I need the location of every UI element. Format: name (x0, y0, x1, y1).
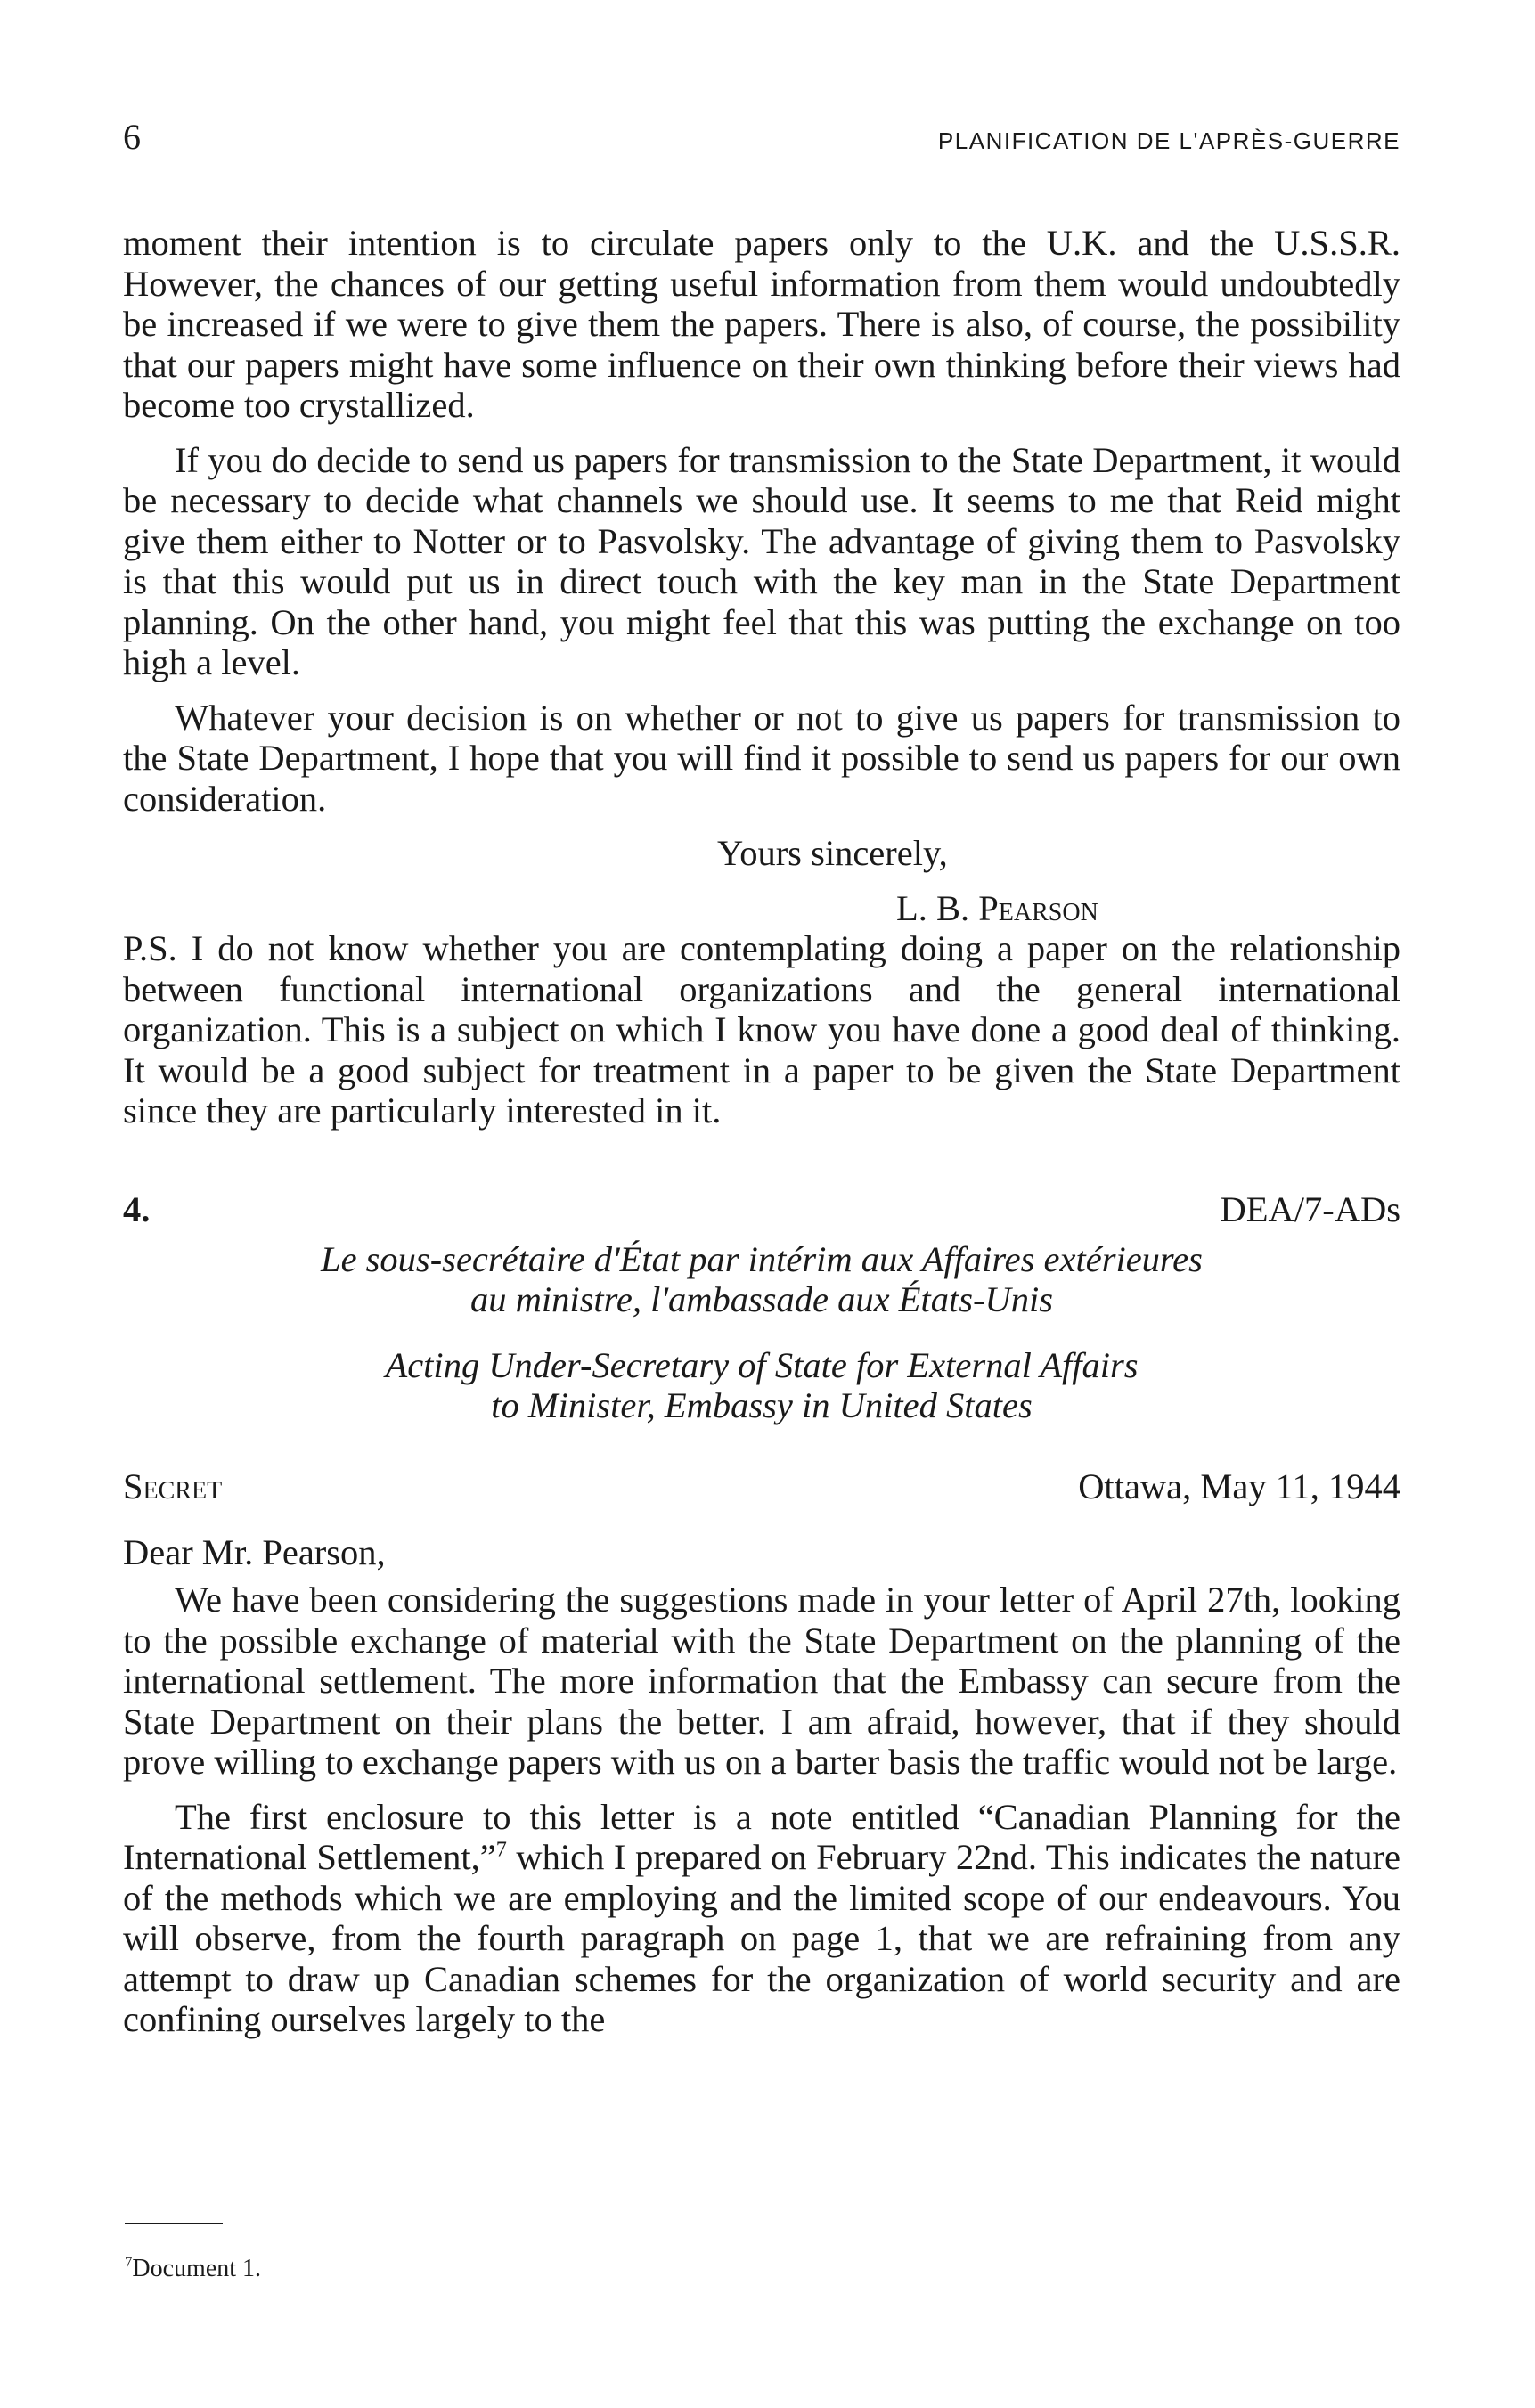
signature-name: Pearson (978, 887, 1098, 928)
letter-paragraph-2: If you do decide to send us papers for transmission to the State Department, it would be necessary to decide what channels we should use. It seems to me that Reid might give them either to Notter or to Pasvolsky. The advantage of giving them to Pasvolsky is that this would put us in direct touch with the key man in the State Department planning. On the other hand, you might feel that this was putting the exchange on too high a level. (123, 439, 1400, 682)
paragraph-text-before-note: The first enclosure to this letter is a note entitled “Canadian Planning for the International Settlement,” (123, 1796, 1400, 1877)
postscript: P.S. I do not know whether you are contemplating doing a paper on the relationship between functional international organizations and the general international organization. This is a subject on which I know you have done a good deal of thinking. It would be a good subject for treatment in a paper to be given the State Department since they are particularly interested in it. (123, 928, 1400, 1131)
document-heading (123, 1239, 1400, 1426)
document-header (123, 1188, 1400, 1230)
document-reference: DEA/7-ADs (1220, 1188, 1400, 1229)
footnote-marker: 7 (125, 2253, 133, 2271)
heading-english-line-1: Acting Under-Secretary of State for External Affairs (385, 1344, 1139, 1385)
document-number: 4. (123, 1188, 151, 1229)
classification: Secret (123, 1465, 223, 1506)
letter-closing: Yours sincerely, (717, 833, 948, 873)
signature-initials: L. B. (896, 887, 979, 928)
document-meta (123, 1465, 1400, 1507)
heading-french-line-1: Le sous-secrétaire d'État par intérim aux Affaires extérieures (321, 1238, 1203, 1279)
document-page (123, 116, 1400, 2040)
footnote-divider (125, 2223, 223, 2224)
footnote-reference[interactable]: 7 (495, 1837, 507, 1862)
heading-english (123, 1345, 1400, 1426)
heading-english-line-2: to Minister, Embassy in United States (491, 1385, 1033, 1425)
heading-french (123, 1239, 1400, 1320)
running-head (123, 116, 1400, 169)
letter-paragraph-3: Whatever your decision is on whether or not to give us papers for transmission to the State Department, I hope that you will find it possible to send us papers for our own consideration. (123, 697, 1400, 819)
paragraph-text-after-note: which I prepared on February 22nd. This indicates the nature of the methods which we are employing and the limited scope of our endeavours. You will observe, from the fourth paragraph on page 1, that we are refraining from any attempt to draw up Canadian schemes for the organization of world security and are confining ourselves largely to the (123, 1837, 1400, 2039)
letter-paragraph-1: moment their intention is to circulate papers only to the U.K. and the U.S.S.R. However, the chances of our getting useful information from them would undoubtedly be increased if we were to give them the papers. There is also, of course, the possibility that our papers might have some influence on their own thinking before their views had become too crystallized. (123, 223, 1400, 425)
footnote (125, 2254, 261, 2284)
place-date: Ottawa, May 11, 1944 (1078, 1465, 1400, 1506)
salutation: Dear Mr. Pearson, (123, 1531, 386, 1572)
running-title: PLANIFICATION DE L'APRÈS-GUERRE (937, 127, 1400, 154)
heading-french-line-2: au ministre, l'ambassade aux États-Unis (469, 1279, 1053, 1319)
document-paragraph-1: We have been considering the suggestions made in your letter of April 27th, looking to the possible exchange of material with the State Department on the planning of the international settlement. The more information that the Embassy can secure from the State Department on their plans the better. I am afraid, however, that if they should prove willing to exchange papers with us on a barter basis the traffic would not be large. (123, 1579, 1400, 1782)
document-paragraph-2 (123, 1797, 1400, 2040)
letter-signature (123, 888, 1400, 929)
footnote-text: Document 1. (132, 2255, 262, 2282)
document-body (123, 1579, 1400, 2040)
letter-continued (123, 223, 1400, 1131)
page-number: 6 (123, 117, 141, 157)
